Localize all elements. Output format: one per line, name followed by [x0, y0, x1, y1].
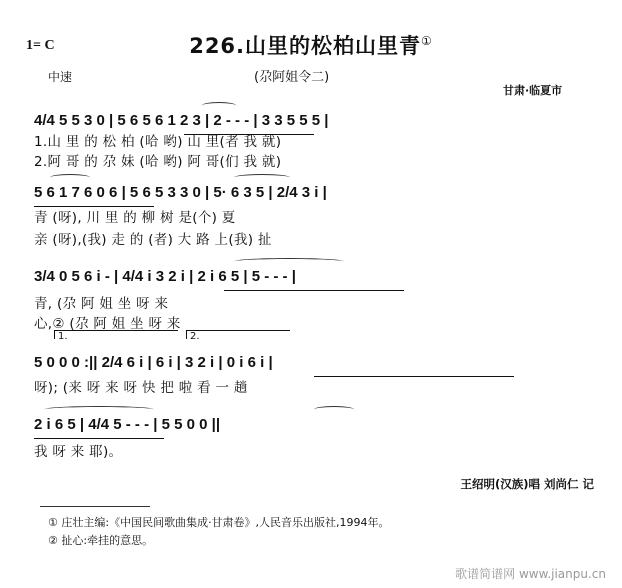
title-footnote-mark: ① — [421, 34, 433, 48]
lyric-line-2-verse-2: 亲 (呀),(我) 走 的 (者) 大 路 上(我) 扯 — [34, 232, 272, 248]
song-subtitle: (尕阿姐令二) — [254, 70, 330, 85]
slur — [234, 258, 344, 265]
watermark: 歌谱简谱网 www.jianpu.cn — [455, 567, 606, 581]
key-signature: 1= C — [26, 38, 55, 53]
footnote-1: ① 庄壮主编:《中国民间歌曲集成·甘肃卷》,人民音乐出版社,1994年。 — [48, 516, 390, 529]
volta-first-ending: 1. — [54, 330, 178, 339]
score-line-3 — [34, 256, 594, 296]
song-region: 甘肃·临夏市 — [503, 84, 563, 97]
notation-line: 4/4 5 5 3 0 | 5 6 5 6 1 2 3 | 2 - - - | 3 3 5 5 5 | — [34, 112, 329, 129]
beam-line — [34, 438, 164, 439]
beam-line — [314, 376, 514, 377]
lyric-line-2-verse-1: 青 (呀), 川 里 的 柳 树 是(个) 夏 — [34, 210, 236, 226]
notation-line: 2 i 6 5 | 4/4 5 - - - | 5 5 0 0 || — [34, 416, 221, 433]
score-line-5 — [34, 404, 594, 444]
notation-line: 5 0 0 0 :|| 2/4 6 i | 6 i | 3 2 i | 0 i 6 i | — [34, 354, 273, 371]
lyric-line-5: 我 呀 来 耶)。 — [34, 444, 123, 460]
song-title-text: 226.山里的松柏山里青 — [189, 34, 422, 58]
lyric-line-1-verse-2: 2.阿 哥 的 尕 妹 (哈 哟) 阿 哥(们 我 就) — [34, 154, 282, 170]
slur — [234, 174, 290, 181]
slur — [44, 406, 154, 413]
beam-line — [224, 290, 404, 291]
song-title — [0, 30, 622, 60]
notation-line: 5 6 1 7 6 0 6 | 5 6 5 3 3 0 | 5· 6 3 5 | 2/4 3 i | — [34, 184, 327, 201]
lyric-line-4: 呀); (来 呀 来 呀 快 把 啦 看 一 趟 — [34, 380, 248, 396]
performer-credit: 王绍明(汉族)唱 刘尚仁 记 — [460, 477, 594, 491]
slur — [202, 102, 236, 109]
footnote-2: ② 扯心:牵挂的意思。 — [48, 534, 154, 547]
notation-line: 3/4 0 5 6 i - | 4/4 i 3 2 i | 2 i 6 5 | 5 - - - | — [34, 268, 296, 285]
lyric-line-3-verse-1: 青, (尕 阿 姐 坐 呀 来 — [34, 296, 169, 312]
footnote-separator — [40, 506, 150, 507]
volta-second-ending: 2. — [186, 330, 290, 339]
slur — [50, 174, 90, 181]
lyric-line-3-verse-2: 心,② (尕 阿 姐 坐 呀 来 — [34, 316, 181, 332]
slur — [314, 406, 354, 413]
tempo-marking: 中速 — [48, 70, 73, 84]
lyric-line-1-verse-1: 1.山 里 的 松 柏 (哈 哟) 山 里(者 我 就) — [34, 134, 282, 150]
